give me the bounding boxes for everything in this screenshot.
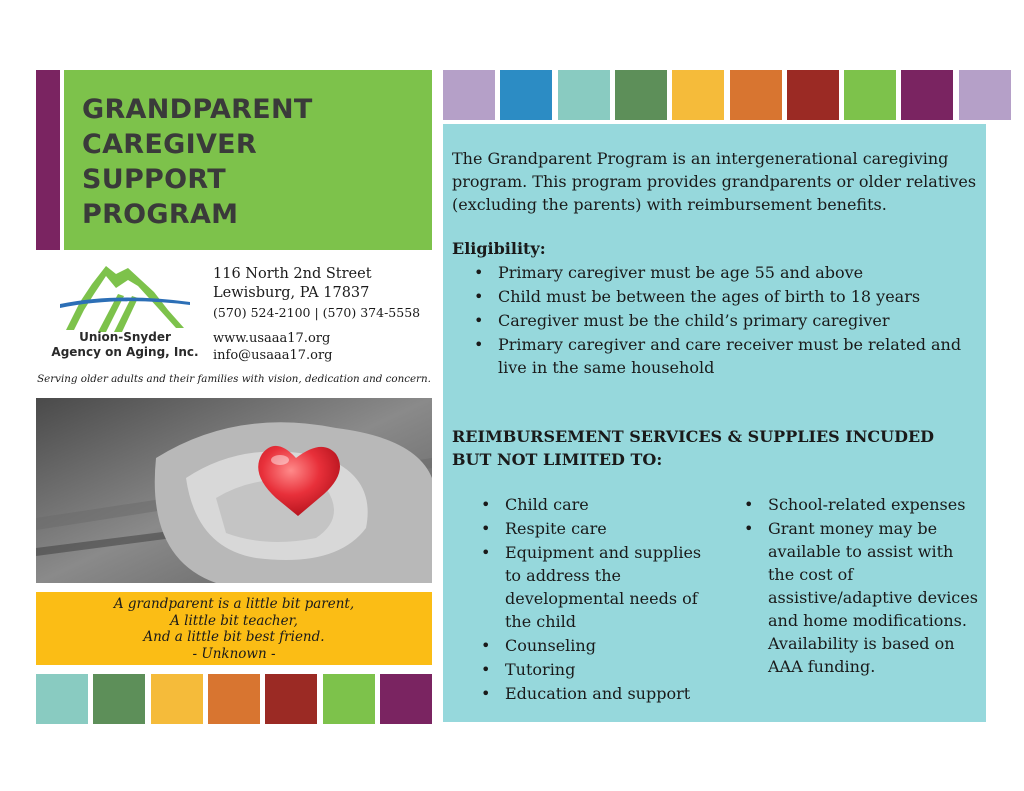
list-item: • Child care [459, 493, 719, 516]
color-square [323, 674, 375, 724]
services-list-col2 [722, 493, 982, 679]
list-item: • Tutoring [459, 658, 719, 681]
contact-address [213, 265, 420, 322]
color-square [443, 70, 495, 120]
agency-name-line1: Union-Snyder [79, 330, 171, 344]
eligibility-heading: Eligibility: [452, 239, 546, 258]
list-item: • Caregiver must be the child’s primary caregiver [452, 309, 977, 332]
phone-numbers: (570) 524-2100 | (570) 374-5558 [213, 305, 421, 320]
list-item: • Education and support [459, 682, 719, 705]
color-square [672, 70, 724, 120]
eligibility-list [452, 261, 977, 380]
color-square [787, 70, 839, 120]
city-state-zip: Lewisburg, PA 17837 [213, 285, 370, 301]
list-item: • Primary caregiver must be age 55 and above [452, 261, 977, 284]
agency-name-line2: Agency on Aging, Inc. [51, 345, 199, 359]
street-address: 116 North 2nd Street [213, 266, 372, 282]
list-item: • Grant money may be available to assist with the cost of assistive/adaptive devices and home modifications. Availability is based on AAA funding. [722, 517, 982, 678]
quote-text [36, 596, 432, 662]
title-line: GRANDPARENT [82, 94, 313, 125]
color-square [500, 70, 552, 120]
color-square [93, 674, 145, 724]
color-square [615, 70, 667, 120]
email-link[interactable]: info@usaaa17.org [213, 348, 333, 363]
reimbursement-heading: REIMBURSEMENT SERVICES & SUPPLIES INCUDED BUT NOT LIMITED TO: [452, 427, 935, 469]
list-item: • Equipment and supplies to address the developmental needs of the child [459, 541, 719, 633]
agency-name [50, 330, 200, 360]
list-item: • Respite care [459, 517, 719, 540]
color-square [208, 674, 260, 724]
color-square [151, 674, 203, 724]
color-square [380, 674, 432, 724]
program-description: The Grandparent Program is an intergenerational caregiving program. This program provides grandparents or older relatives (excluding the parents) with reimbursement benefits. [452, 149, 977, 214]
website-link[interactable]: www.usaaa17.org [213, 331, 331, 346]
info-panel [443, 124, 986, 722]
hands-heart-photo [36, 398, 432, 583]
accent-bar [36, 70, 60, 250]
contact-web [213, 330, 333, 364]
title-line: PROGRAM [82, 199, 239, 230]
quote-line: And a little bit best friend. [143, 629, 325, 645]
agency-tagline: Serving older adults and their families with vision, dedication and concern. [37, 373, 431, 385]
quote-box [36, 592, 432, 665]
color-square [558, 70, 610, 120]
list-item: • Counseling [459, 634, 719, 657]
list-item: • School-related expenses [722, 493, 982, 516]
quote-attribution: - Unknown - [192, 645, 276, 662]
quote-line: A grandparent is a little bit parent, [113, 596, 355, 612]
list-item: • Primary caregiver and care receiver must be related and live in the same household [452, 333, 977, 379]
color-square [36, 674, 88, 724]
list-item: • Child must be between the ages of birth to 18 years [452, 285, 977, 308]
title-line: SUPPORT [82, 164, 226, 195]
color-square [265, 674, 317, 724]
color-square [730, 70, 782, 120]
services-list-col1 [459, 493, 719, 706]
color-square [844, 70, 896, 120]
quote-line: A little bit teacher, [170, 612, 298, 629]
color-square [959, 70, 1011, 120]
program-title [82, 92, 313, 232]
title-banner [64, 70, 432, 250]
title-line: CAREGIVER [82, 129, 257, 160]
color-square [901, 70, 953, 120]
